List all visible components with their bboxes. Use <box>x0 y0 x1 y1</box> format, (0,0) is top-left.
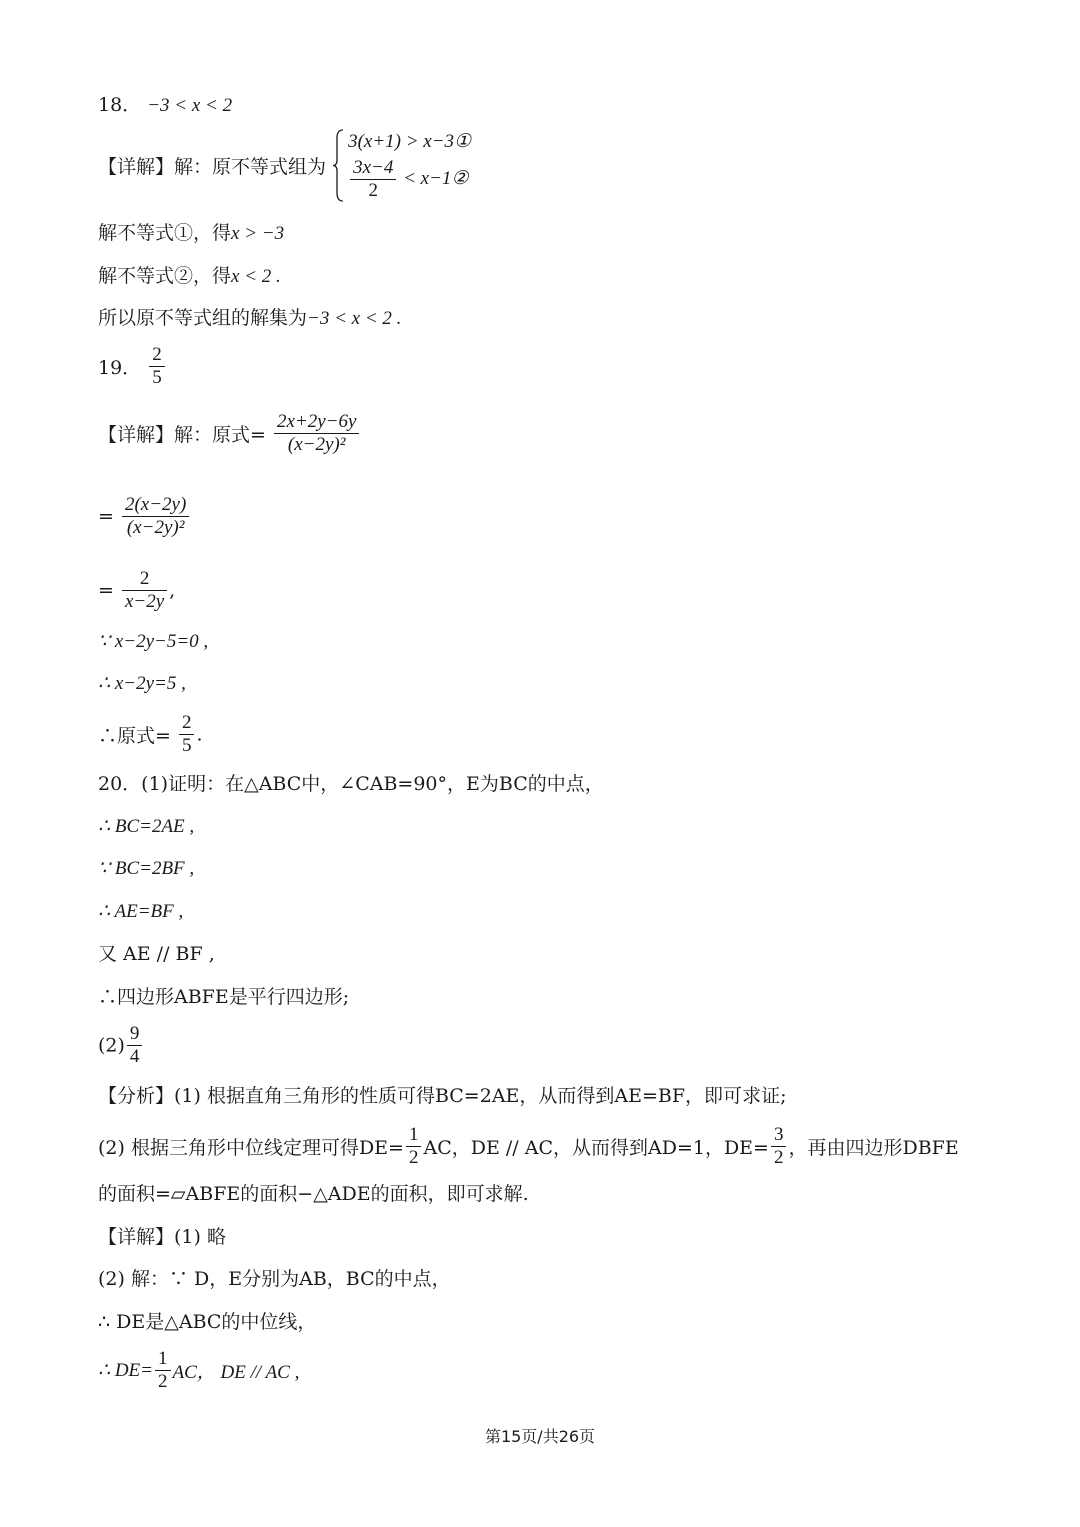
q20-analysis-2-part-c: ，再由四边形DBFE <box>788 1137 959 1159</box>
q19-fraction-1 <box>274 411 359 456</box>
q20-line-4: ∴ AE=BF , <box>98 901 184 922</box>
q19-answer-numerator: 2 <box>149 344 165 367</box>
q20-detail-line-1: 【详解】(1) 略 <box>98 1226 226 1248</box>
q19-fraction-3-numerator: 2 <box>122 568 167 591</box>
q18-answer: −3 < x < 2 <box>147 95 233 116</box>
q20-detail-4-denominator: 2 <box>158 1371 168 1392</box>
q18-step-1 <box>98 220 284 247</box>
q20-part2-fraction <box>127 1023 143 1068</box>
q18-inequality-system <box>332 129 471 202</box>
q18-step-1-text: 解不等式①，得 <box>98 222 232 244</box>
q18-detail-label: 【详解】解：原不等式组为 <box>98 156 327 178</box>
q20-detail-line-2: (2) 解：∵ D，E分别为AB，BC的中点， <box>98 1268 451 1290</box>
q20-analysis-line-1: 【分析】(1) 根据直角三角形的性质可得BC=2AE，从而得到AE=BF，即可求证; <box>98 1085 787 1107</box>
q18-step-3-text: 所以原不等式组的解集为 <box>98 307 308 329</box>
q19-fraction-1-numerator: 2x+2y−6y <box>274 411 359 434</box>
q19-number: 19． <box>98 357 142 379</box>
q20-line-2: ∴ BC=2AE , <box>98 816 195 837</box>
q18-step-3-math: −3 < x < 2 . <box>307 308 402 329</box>
q18-header <box>98 92 232 119</box>
q20-detail-4-numerator: 1 <box>155 1348 171 1371</box>
q18-system-row-2 <box>348 157 471 202</box>
q20-line-6: ∴四边形ABFE是平行四边形; <box>98 986 350 1008</box>
q20-detail-4-part-a: ∴ DE= <box>98 1360 153 1381</box>
q19-answer-denominator: 5 <box>152 367 162 388</box>
q19-final-line: ∴原式= $\frac{2}{5}$ . <box>98 712 203 756</box>
q19-answer-fraction <box>149 344 165 389</box>
q20-part2-answer <box>98 1023 144 1068</box>
brace-icon <box>332 129 344 202</box>
q20-line-5: 又 AE // BF , <box>98 943 215 965</box>
q18-row2-rest: < x−1② <box>403 167 469 189</box>
q18-step-2 <box>98 263 281 290</box>
q19-detail-line <box>98 411 361 456</box>
q18-step-2-text: 解不等式②，得 <box>98 265 232 287</box>
q18-detail-line <box>98 129 471 202</box>
q19-final-denominator: 5 <box>181 735 192 756</box>
q19-final-label: ∴原式= <box>98 725 171 747</box>
q20-part2-denominator: 4 <box>129 1046 140 1067</box>
q19-step-fraction-2: = $\frac{2(x-2y)}{\text{(x−2y)²}}$ <box>98 494 191 539</box>
q20-analysis-2-fraction-2-num: 3 <box>771 1124 787 1147</box>
q20-detail-4-fraction <box>155 1348 171 1393</box>
q20-part2-label: (2) <box>98 1034 125 1057</box>
q20-analysis-line-3: 的面积=▱ABFE的面积−△ADE的面积，即可求解. <box>98 1183 529 1205</box>
q18-step-3 <box>98 305 401 332</box>
q19-fraction-2 <box>122 494 189 539</box>
q19-fraction-2-denominator: (x−2y)² <box>126 517 185 538</box>
q20-analysis-2-fraction-1-den: 2 <box>408 1147 419 1168</box>
q20-analysis-2-fraction-1-num: 1 <box>406 1124 422 1147</box>
q18-system-row-1: 3(x+1) > x−3① <box>348 131 472 152</box>
q20-analysis-2-fraction-2 <box>771 1124 787 1169</box>
q20-analysis-2-fraction-2-den: 2 <box>773 1147 784 1168</box>
q20-analysis-line-2 <box>98 1124 959 1169</box>
page-footer: 第15页/共26页 <box>484 1427 596 1446</box>
q18-row2-denominator: 2 <box>368 180 378 201</box>
q19-fraction-3 <box>122 568 167 613</box>
q19-header <box>98 344 167 389</box>
q19-fraction-2-numerator: 2(x−2y) <box>122 494 189 517</box>
q18-step-2-math: x < 2 . <box>231 266 281 287</box>
q18-number: 18． <box>98 94 142 116</box>
q20-analysis-2-part-b: AC，DE // AC，从而得到AD=1，DE= <box>423 1137 769 1159</box>
q20-detail-line-4 <box>98 1348 299 1393</box>
q19-detail-label: 【详解】解：原式= <box>98 424 266 446</box>
q20-analysis-2-part-a: (2) 根据三角形中位线定理可得DE= <box>98 1137 404 1159</box>
q18-row2-numerator: 3x−4 <box>350 157 396 180</box>
q20-part2-numerator: 9 <box>127 1023 143 1046</box>
q19-step-fraction-3: = $\frac{2}{x-2y}$ , <box>98 568 176 612</box>
q20-detail-line-3: ∴ DE是△ABC的中位线， <box>98 1311 317 1333</box>
q19-final-fraction <box>179 712 195 757</box>
q19-fraction-3-denominator: x−2y <box>124 591 165 612</box>
q20-line-3: ∵ BC=2BF , <box>98 858 195 879</box>
q20-analysis-2-fraction-1 <box>406 1124 422 1169</box>
q19-final-numerator: 2 <box>179 712 195 735</box>
q19-because-line: ∵ x−2y−5=0 , <box>98 631 209 652</box>
q18-step-1-math: x > −3 <box>231 223 285 244</box>
q20-detail-4-part-b: AC， DE // AC , <box>172 1362 300 1383</box>
q20-line-1: 20．(1)证明：在△ABC中，∠CAB=90°，E为BC的中点， <box>98 773 604 795</box>
q19-therefore-line: ∴ x−2y=5 , <box>98 673 186 694</box>
q19-fraction-1-denominator: (x−2y)² <box>287 434 346 455</box>
